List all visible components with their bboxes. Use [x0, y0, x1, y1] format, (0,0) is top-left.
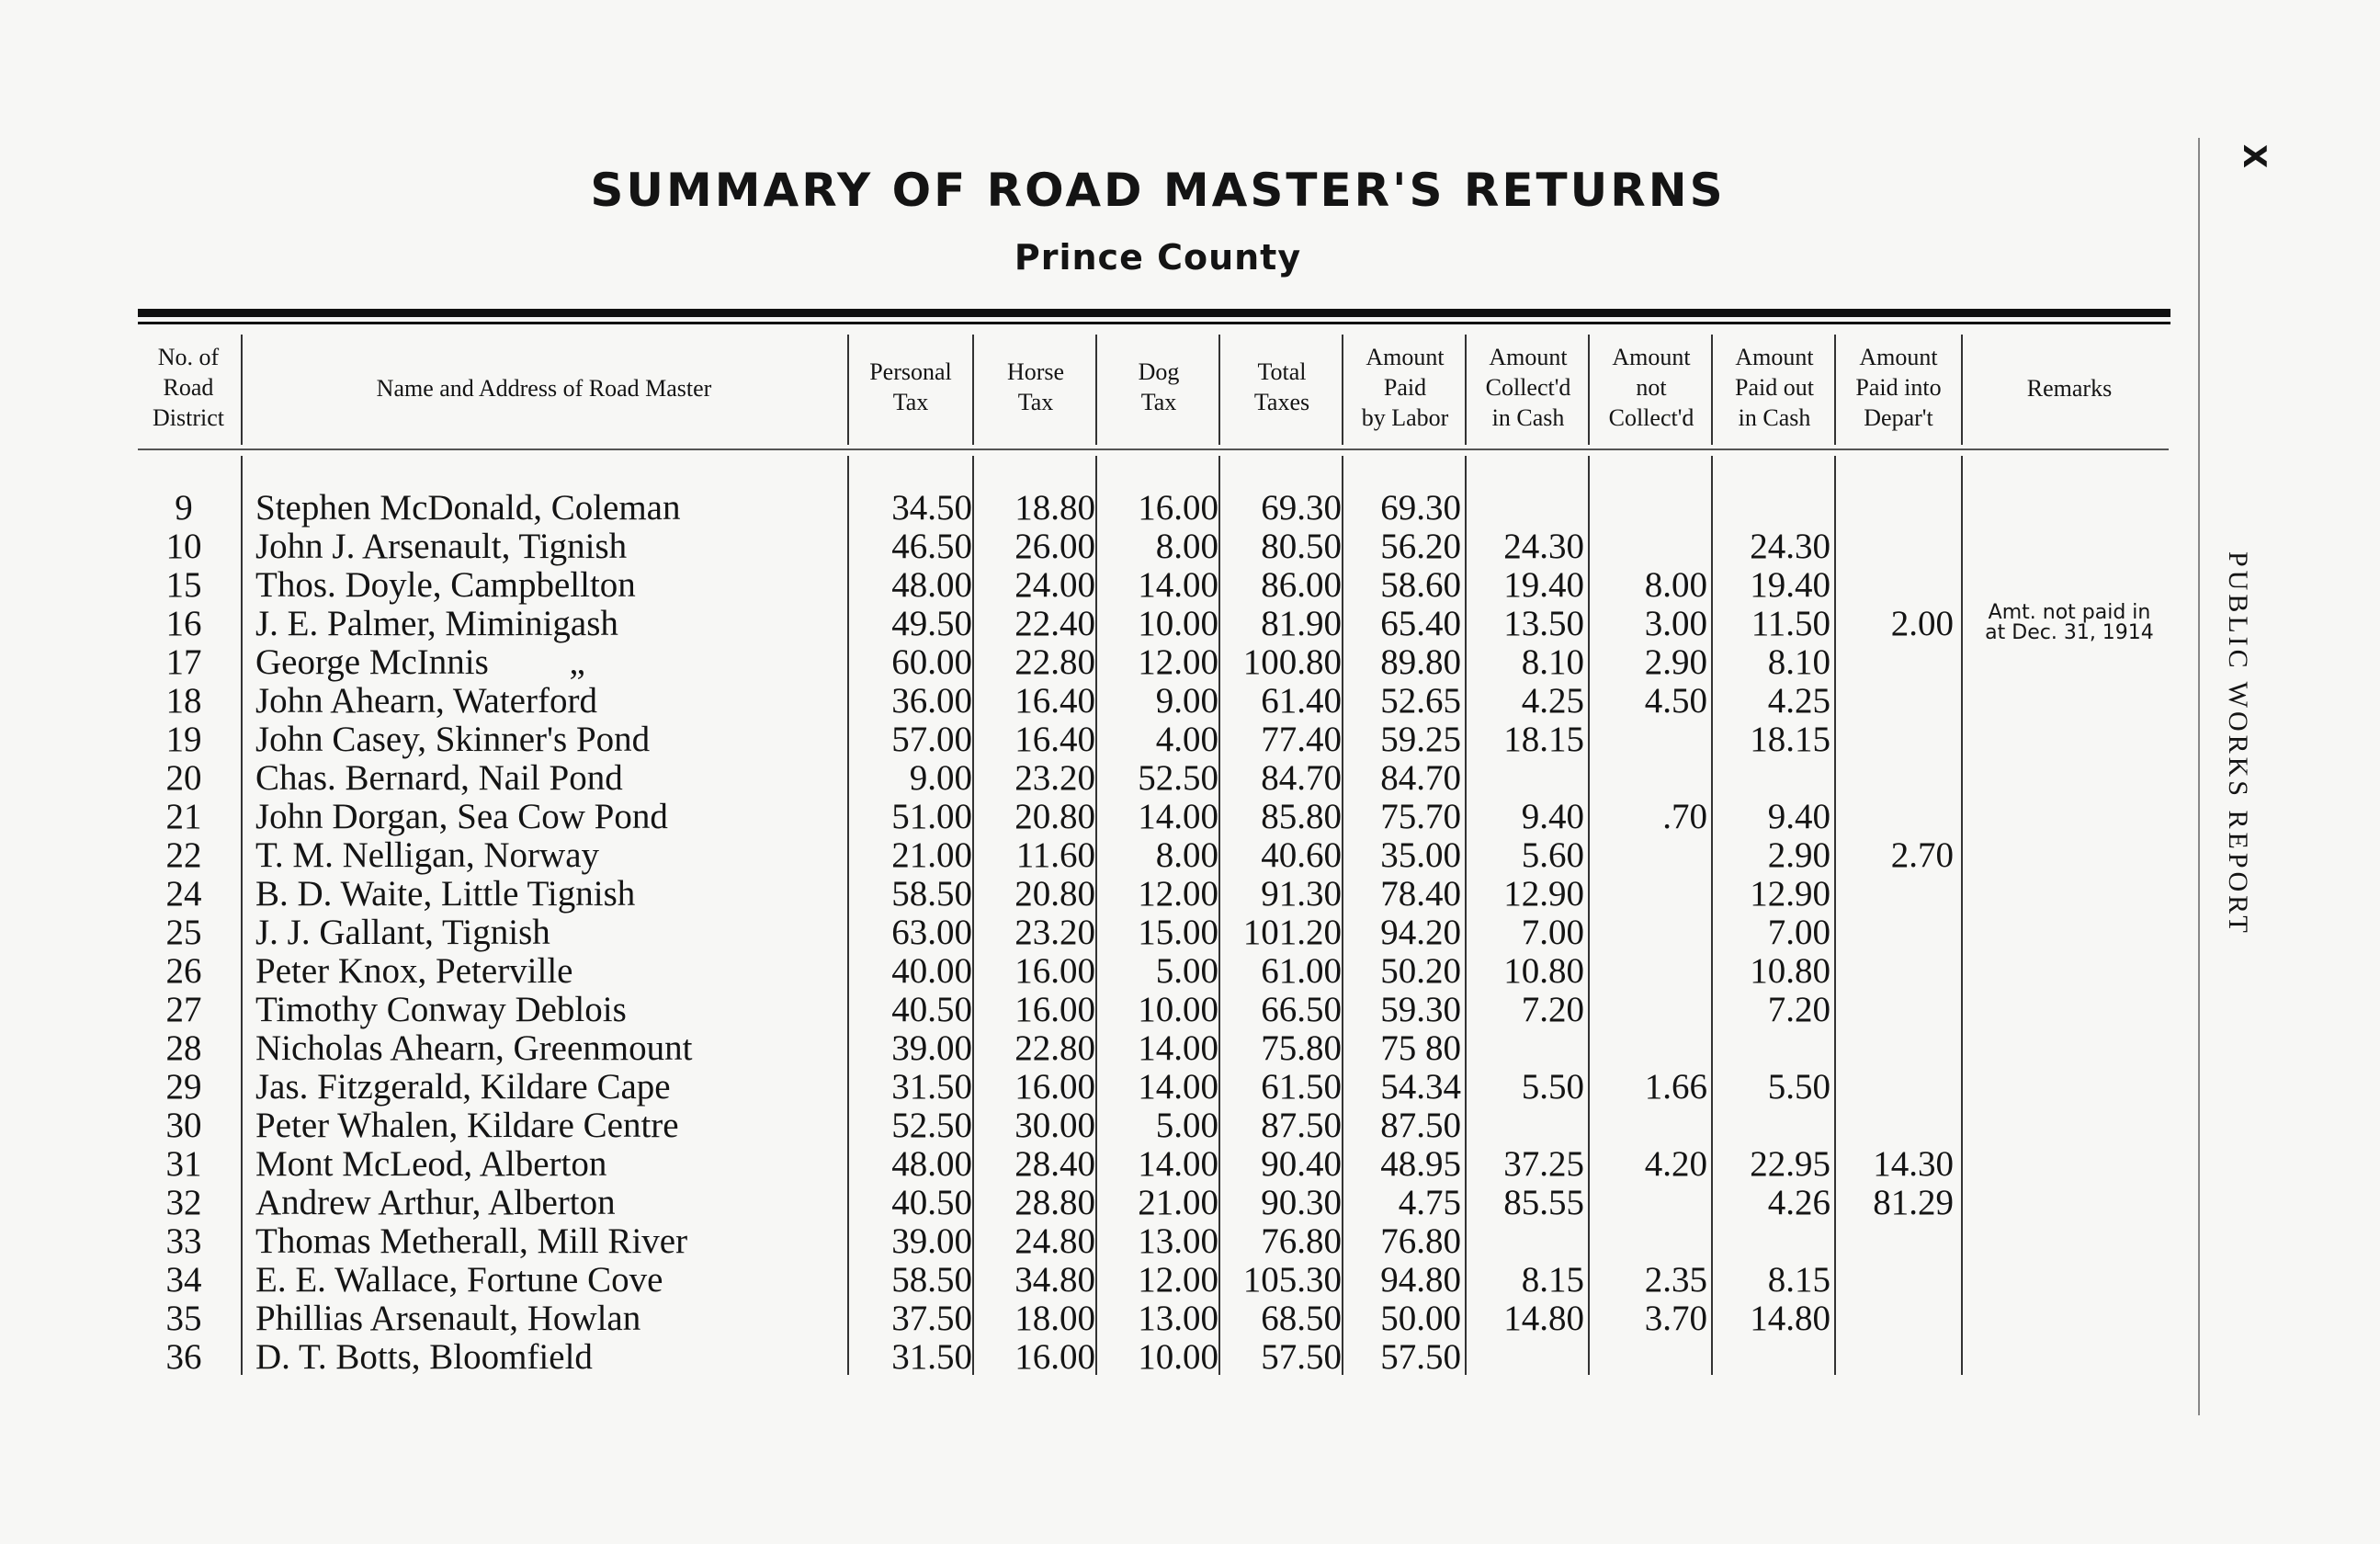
cell-cash: 85.55 — [1503, 1183, 1584, 1222]
cell-horse: 28.40 — [1014, 1144, 1095, 1184]
cell-personal: 51.00 — [891, 797, 972, 836]
district-number: 32 — [165, 1183, 202, 1222]
cell-personal: 49.50 — [891, 604, 972, 643]
column-header-line: No. of — [157, 344, 220, 370]
cell-paidout: 2.90 — [1767, 835, 1830, 875]
district-number: 26 — [165, 951, 202, 991]
cell-horse: 16.40 — [1014, 681, 1095, 721]
cell-personal: 48.00 — [891, 565, 972, 605]
column-header-remarks — [1963, 373, 2176, 403]
district-number: 16 — [165, 604, 202, 643]
cell-horse: 23.20 — [1014, 758, 1095, 798]
column-header-labor — [1343, 342, 1467, 433]
cell-paidout: 7.00 — [1767, 913, 1830, 952]
header-top-rule — [138, 309, 2170, 317]
cell-paidout: 7.20 — [1767, 990, 1830, 1029]
district-number: 19 — [165, 720, 202, 759]
road-master-name: John Casey, Skinner's Pond — [255, 720, 651, 759]
road-master-name: Andrew Arthur, Alberton — [255, 1183, 616, 1222]
column-header-paidout — [1713, 342, 1836, 433]
district-number: 35 — [165, 1299, 202, 1338]
table-row — [0, 1145, 2205, 1184]
cell-dog: 8.00 — [1155, 527, 1218, 566]
road-master-name: John Ahearn, Waterford — [255, 681, 597, 721]
cell-paidout: 5.50 — [1767, 1067, 1830, 1107]
cell-paidout: 10.80 — [1750, 951, 1830, 991]
cell-notcoll: .70 — [1662, 797, 1707, 836]
cell-labor: 59.30 — [1380, 990, 1461, 1029]
cell-labor: 65.40 — [1380, 604, 1461, 643]
cell-labor: 94.20 — [1380, 913, 1461, 952]
cell-labor: 78.40 — [1380, 874, 1461, 914]
cell-horse: 22.80 — [1014, 642, 1095, 682]
cell-dog: 16.00 — [1138, 488, 1218, 528]
cell-notcoll: 1.66 — [1644, 1067, 1707, 1107]
road-master-name: B. D. Waite, Little Tignish — [255, 874, 636, 914]
cell-cash: 5.50 — [1521, 1067, 1584, 1107]
cell-cash: 18.15 — [1503, 720, 1584, 759]
table-row — [0, 601, 2205, 643]
column-header-line: not — [1636, 374, 1667, 401]
cell-total: 77.40 — [1261, 720, 1342, 759]
column-header-line: Amount — [1859, 344, 1938, 370]
column-header-line: Paid — [1383, 374, 1427, 401]
cell-personal: 34.50 — [891, 488, 972, 528]
column-header-line: Depar't — [1864, 404, 1933, 431]
cell-total: 80.50 — [1261, 527, 1342, 566]
cell-horse: 18.00 — [1014, 1299, 1095, 1338]
cell-horse: 16.00 — [1014, 1337, 1095, 1377]
road-master-name: J. E. Palmer, Miminigash — [255, 604, 618, 643]
cell-notcoll: 2.35 — [1644, 1260, 1707, 1300]
table-row — [0, 798, 2205, 836]
column-header-notcoll — [1590, 342, 1713, 433]
district-number: 17 — [165, 642, 202, 682]
cell-total: 61.40 — [1261, 681, 1342, 721]
cell-horse: 24.00 — [1014, 565, 1095, 605]
cell-notcoll: 8.00 — [1644, 565, 1707, 605]
district-number: 33 — [165, 1221, 202, 1261]
district-number: 30 — [165, 1106, 202, 1145]
column-header-line: Road — [163, 374, 214, 401]
cell-depart: 81.29 — [1873, 1183, 1954, 1222]
table-row — [0, 1184, 2205, 1222]
cell-total: 87.50 — [1261, 1106, 1342, 1145]
cell-horse: 18.80 — [1014, 488, 1095, 528]
cell-depart: 2.70 — [1890, 835, 1954, 875]
column-header-line: Paid out — [1735, 374, 1814, 401]
table-row — [0, 528, 2205, 566]
cell-horse: 20.80 — [1014, 797, 1095, 836]
road-master-name: John Dorgan, Sea Cow Pond — [255, 797, 668, 836]
cell-personal: 31.50 — [891, 1337, 972, 1377]
cell-horse: 20.80 — [1014, 874, 1095, 914]
column-header-name — [241, 373, 847, 403]
column-header-line: Tax — [892, 389, 929, 415]
district-number: 20 — [165, 758, 202, 798]
cell-horse: 30.00 — [1014, 1106, 1095, 1145]
cell-labor: 35.00 — [1380, 835, 1461, 875]
cell-dog: 10.00 — [1138, 990, 1218, 1029]
column-header-line: Tax — [1017, 389, 1054, 415]
cell-personal: 52.50 — [891, 1106, 972, 1145]
cell-total: 85.80 — [1261, 797, 1342, 836]
cell-cash: 14.80 — [1503, 1299, 1584, 1338]
cell-total: 61.00 — [1261, 951, 1342, 991]
cell-cash: 24.30 — [1503, 527, 1584, 566]
cell-labor: 57.50 — [1380, 1337, 1461, 1377]
cell-paidout: 8.15 — [1767, 1260, 1830, 1300]
column-header-line: Amount — [1366, 344, 1445, 370]
table-row — [0, 836, 2205, 875]
cell-labor: 75 80 — [1380, 1028, 1461, 1068]
cell-horse: 16.00 — [1014, 951, 1095, 991]
column-header-line: Amount — [1489, 344, 1568, 370]
cell-depart: 14.30 — [1873, 1144, 1954, 1184]
cell-paidout: 8.10 — [1767, 642, 1830, 682]
cell-total: 101.20 — [1242, 913, 1342, 952]
cell-dog: 8.00 — [1155, 835, 1218, 875]
cell-paidout: 12.90 — [1750, 874, 1830, 914]
column-header-line: Amount — [1735, 344, 1814, 370]
road-master-name: Jas. Fitzgerald, Kildare Cape — [255, 1067, 671, 1107]
road-master-name: Timothy Conway Deblois — [255, 990, 627, 1029]
road-master-name: E. E. Wallace, Fortune Cove — [255, 1260, 663, 1300]
cell-labor: 69.30 — [1380, 488, 1461, 528]
road-master-name: D. T. Botts, Bloomfield — [255, 1337, 593, 1377]
cell-horse: 34.80 — [1014, 1260, 1095, 1300]
cell-cash: 9.40 — [1521, 797, 1584, 836]
cell-cash: 13.50 — [1503, 604, 1584, 643]
cell-personal: 39.00 — [891, 1028, 972, 1068]
table-row — [0, 759, 2205, 798]
road-master-name: Mont McLeod, Alberton — [255, 1144, 607, 1184]
cell-total: 91.30 — [1261, 874, 1342, 914]
road-master-name: George McInnis „ — [255, 642, 585, 682]
district-number: 34 — [165, 1260, 202, 1300]
cell-personal: 40.50 — [891, 990, 972, 1029]
cell-labor: 56.20 — [1380, 527, 1461, 566]
cell-dog: 15.00 — [1138, 913, 1218, 952]
cell-horse: 26.00 — [1014, 527, 1095, 566]
road-master-name: Phillias Arsenault, Howlan — [255, 1299, 641, 1338]
cell-dog: 4.00 — [1155, 720, 1218, 759]
table-row — [0, 566, 2205, 605]
column-header-line: Personal — [869, 358, 952, 385]
cell-dog: 13.00 — [1138, 1299, 1218, 1338]
cell-notcoll: 4.20 — [1644, 1144, 1707, 1184]
table-row — [0, 952, 2205, 991]
cell-personal: 31.50 — [891, 1067, 972, 1107]
road-master-name: Thos. Doyle, Campbellton — [255, 565, 636, 605]
cell-labor: 4.75 — [1398, 1183, 1461, 1222]
cell-labor: 89.80 — [1380, 642, 1461, 682]
district-number: 9 — [175, 488, 193, 528]
table-row — [0, 643, 2205, 682]
cell-personal: 40.50 — [891, 1183, 972, 1222]
cell-cash: 19.40 — [1503, 565, 1584, 605]
column-header-line: Collect'd — [1485, 374, 1571, 401]
road-master-name: Thomas Metherall, Mill River — [255, 1221, 688, 1261]
column-header-line: Paid into — [1855, 374, 1942, 401]
table-row — [0, 1029, 2205, 1068]
cell-horse: 22.40 — [1014, 604, 1095, 643]
road-master-name: Peter Whalen, Kildare Centre — [255, 1106, 679, 1145]
cell-dog: 10.00 — [1138, 1337, 1218, 1377]
table-row — [0, 991, 2205, 1029]
cell-horse: 16.00 — [1014, 990, 1095, 1029]
page-title: SUMMARY OF ROAD MASTER'S RETURNS — [590, 164, 1726, 217]
cell-total: 84.70 — [1261, 758, 1342, 798]
district-number: 36 — [165, 1337, 202, 1377]
cell-total: 76.80 — [1261, 1221, 1342, 1261]
cell-dog: 14.00 — [1138, 565, 1218, 605]
cell-cash: 7.00 — [1521, 913, 1584, 952]
table-row — [0, 914, 2205, 952]
remark-note — [1961, 603, 2178, 643]
table-row — [0, 721, 2205, 759]
cell-personal: 39.00 — [891, 1221, 972, 1261]
cell-labor: 59.25 — [1380, 720, 1461, 759]
cell-labor: 50.20 — [1380, 951, 1461, 991]
column-header-dog — [1097, 357, 1220, 417]
cell-horse: 22.80 — [1014, 1028, 1095, 1068]
cell-labor: 58.60 — [1380, 565, 1461, 605]
cell-personal: 58.50 — [891, 1260, 972, 1300]
cell-labor: 54.34 — [1380, 1067, 1461, 1107]
cell-depart: 2.00 — [1890, 604, 1954, 643]
cell-paidout: 4.26 — [1767, 1183, 1830, 1222]
cell-total: 68.50 — [1261, 1299, 1342, 1338]
cell-personal: 46.50 — [891, 527, 972, 566]
cell-paidout: 11.50 — [1751, 604, 1830, 643]
cell-personal: 48.00 — [891, 1144, 972, 1184]
table-row — [0, 1261, 2205, 1300]
page-subtitle: Prince County — [1014, 237, 1302, 278]
cell-dog: 14.00 — [1138, 1144, 1218, 1184]
cell-dog: 12.00 — [1138, 642, 1218, 682]
road-master-name: Chas. Bernard, Nail Pond — [255, 758, 623, 798]
cell-dog: 14.00 — [1138, 1028, 1218, 1068]
cell-paidout: 24.30 — [1750, 527, 1830, 566]
district-number: 27 — [165, 990, 202, 1029]
cell-notcoll: 2.90 — [1644, 642, 1707, 682]
cell-total: 105.30 — [1242, 1260, 1342, 1300]
cell-personal: 58.50 — [891, 874, 972, 914]
cell-dog: 14.00 — [1138, 797, 1218, 836]
cell-total: 86.00 — [1261, 565, 1342, 605]
cell-horse: 16.00 — [1014, 1067, 1095, 1107]
cell-dog: 9.00 — [1155, 681, 1218, 721]
cell-total: 81.90 — [1261, 604, 1342, 643]
district-number: 22 — [165, 835, 202, 875]
road-master-name: Peter Knox, Peterville — [255, 951, 573, 991]
column-header-line: Amount — [1612, 344, 1691, 370]
cell-labor: 50.00 — [1380, 1299, 1461, 1338]
column-header-line: Collect'd — [1608, 404, 1694, 431]
column-header-line: Total — [1257, 358, 1307, 385]
column-header-line: Name and Address of Road Master — [376, 375, 712, 402]
cell-notcoll: 4.50 — [1644, 681, 1707, 721]
column-header-depart — [1836, 342, 1961, 433]
cell-personal: 57.00 — [891, 720, 972, 759]
cell-paidout: 4.25 — [1767, 681, 1830, 721]
district-number: 18 — [165, 681, 202, 721]
district-number: 21 — [165, 797, 202, 836]
cell-total: 40.60 — [1261, 835, 1342, 875]
column-header-district — [138, 342, 239, 433]
cell-cash: 37.25 — [1503, 1144, 1584, 1184]
column-header-line: Dog — [1138, 358, 1180, 385]
cell-labor: 94.80 — [1380, 1260, 1461, 1300]
column-header-cash — [1467, 342, 1590, 433]
district-number: 10 — [165, 527, 202, 566]
road-master-name: Nicholas Ahearn, Greenmount — [255, 1028, 693, 1068]
cell-personal: 21.00 — [891, 835, 972, 875]
cell-personal: 37.50 — [891, 1299, 972, 1338]
cell-horse: 11.60 — [1015, 835, 1095, 875]
column-header-line: Tax — [1140, 389, 1177, 415]
cell-total: 75.80 — [1261, 1028, 1342, 1068]
cell-dog: 5.00 — [1155, 1106, 1218, 1145]
cell-labor: 48.95 — [1380, 1144, 1461, 1184]
column-header-total — [1220, 357, 1343, 417]
column-header-line: in Cash — [1491, 404, 1565, 431]
cell-horse: 24.80 — [1014, 1221, 1095, 1261]
cell-dog: 13.00 — [1138, 1221, 1218, 1261]
cell-total: 61.50 — [1261, 1067, 1342, 1107]
cell-notcoll: 3.00 — [1644, 604, 1707, 643]
district-number: 25 — [165, 913, 202, 952]
column-header-horse — [974, 357, 1097, 417]
district-number: 29 — [165, 1067, 202, 1107]
column-header-line: Horse — [1006, 358, 1065, 385]
cell-total: 57.50 — [1261, 1337, 1342, 1377]
table-row — [0, 682, 2205, 721]
column-header-line: in Cash — [1738, 404, 1811, 431]
cell-horse: 16.40 — [1014, 720, 1095, 759]
cell-personal: 9.00 — [909, 758, 972, 798]
road-master-name: T. M. Nelligan, Norway — [255, 835, 600, 875]
column-header-line: Taxes — [1253, 389, 1310, 415]
cell-dog: 52.50 — [1138, 758, 1218, 798]
cell-paidout: 14.80 — [1750, 1299, 1830, 1338]
table-row — [0, 1068, 2205, 1107]
table-row — [0, 1222, 2205, 1261]
cell-labor: 84.70 — [1380, 758, 1461, 798]
cell-horse: 23.20 — [1014, 913, 1095, 952]
cell-paidout: 18.15 — [1750, 720, 1830, 759]
road-master-name: John J. Arsenault, Tignish — [255, 527, 628, 566]
cell-dog: 10.00 — [1138, 604, 1218, 643]
cell-cash: 5.60 — [1521, 835, 1584, 875]
table-row — [0, 1300, 2205, 1338]
cell-dog: 21.00 — [1138, 1183, 1218, 1222]
cell-total: 69.30 — [1261, 488, 1342, 528]
cell-dog: 12.00 — [1138, 874, 1218, 914]
cell-personal: 63.00 — [891, 913, 972, 952]
cell-cash: 7.20 — [1521, 990, 1584, 1029]
cell-dog: 12.00 — [1138, 1260, 1218, 1300]
cell-personal: 36.00 — [891, 681, 972, 721]
district-number: 15 — [165, 565, 202, 605]
cell-total: 90.40 — [1261, 1144, 1342, 1184]
cell-cash: 12.90 — [1503, 874, 1584, 914]
road-master-name: Stephen McDonald, Coleman — [255, 488, 681, 528]
cell-cash: 10.80 — [1503, 951, 1584, 991]
cell-dog: 14.00 — [1138, 1067, 1218, 1107]
cell-labor: 52.65 — [1380, 681, 1461, 721]
cell-dog: 5.00 — [1155, 951, 1218, 991]
header-bottom-rule — [138, 448, 2169, 450]
table-row — [0, 1107, 2205, 1145]
cell-paidout: 22.95 — [1750, 1144, 1830, 1184]
cell-total: 66.50 — [1261, 990, 1342, 1029]
cell-labor: 76.80 — [1380, 1221, 1461, 1261]
cell-horse: 28.80 — [1014, 1183, 1095, 1222]
district-number: 28 — [165, 1028, 202, 1068]
column-header-personal — [849, 357, 972, 417]
district-number: 24 — [165, 874, 202, 914]
column-header-line: by Labor — [1361, 404, 1449, 431]
cell-labor: 87.50 — [1380, 1106, 1461, 1145]
column-header-line: Remarks — [2026, 375, 2113, 402]
cell-cash: 8.15 — [1521, 1260, 1584, 1300]
cell-personal: 60.00 — [891, 642, 972, 682]
cell-labor: 75.70 — [1380, 797, 1461, 836]
table-row — [0, 1338, 2205, 1377]
road-master-name: J. J. Gallant, Tignish — [255, 913, 550, 952]
cell-total: 100.80 — [1242, 642, 1342, 682]
cell-paidout: 9.40 — [1767, 797, 1830, 836]
remark-line: at Dec. 31, 1914 — [1985, 621, 2154, 644]
cell-personal: 40.00 — [891, 951, 972, 991]
cell-cash: 4.25 — [1521, 681, 1584, 721]
remark-line: Amt. not paid in — [1988, 601, 2151, 624]
header-top-rule-thin — [138, 322, 2170, 324]
cell-total: 90.30 — [1261, 1183, 1342, 1222]
cell-paidout: 19.40 — [1750, 565, 1830, 605]
cell-cash: 8.10 — [1521, 642, 1584, 682]
page-number: X — [2236, 143, 2273, 169]
table-row — [0, 875, 2205, 914]
district-number: 31 — [165, 1144, 202, 1184]
table-row — [0, 489, 2205, 528]
cell-notcoll: 3.70 — [1644, 1299, 1707, 1338]
column-header-line: District — [153, 404, 224, 431]
side-label: PUBLIC WORKS REPORT — [2223, 551, 2253, 937]
